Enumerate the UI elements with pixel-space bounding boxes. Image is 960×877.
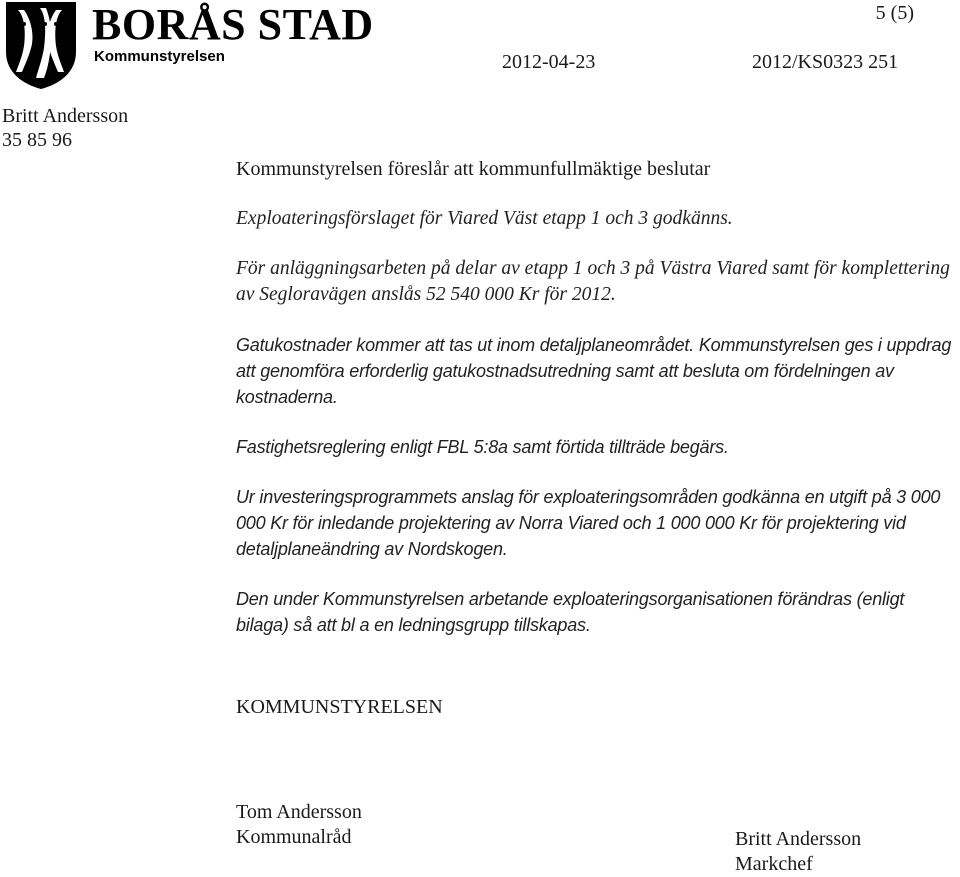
page-number: 5 (5) [875,2,914,24]
committee-name: KOMMUNSTYRELSEN [236,696,443,718]
signatory-name: Tom Andersson [236,801,362,823]
decision-paragraph: Fastighetsreglering enligt FBL 5:8a samt förtida tillträde begärs. [236,437,729,457]
document-date: 2012-04-23 [502,51,596,73]
decision-paragraph: Gatukostnader kommer att tas ut inom detaljplaneområdet. Kommunstyrelsen ges i uppdrag att genomföra erforderlig gatukostnadsutredning samt att besluta om fördelningen av kostnaderna. [236,335,952,407]
signatory-name: Britt Andersson [735,828,862,850]
org-unit: Kommunstyrelsen [94,48,225,65]
decision-paragraph: Den under Kommunstyrelsen arbetande exploateringsorganisationen förändras (enligt bilaga) så att bl a en ledningsgrupp tillskapas. [236,589,905,635]
author-phone: 35 85 96 [2,129,72,151]
signatory-title: Markchef [735,853,813,875]
author-block [2,104,128,152]
boras-coat-of-arms-logo [4,0,78,90]
org-name: BORÅS STAD [92,0,374,49]
decision-paragraph: Ur investeringsprogrammets anslag för exploateringsområden godkänna en utgift på 3 000 000 Kr för inledande projektering av Norra Viared och 1 000 000 Kr för projektering vid detaljplaneändring av Nordskogen. [236,487,941,559]
document-body [236,156,960,662]
proposal-heading: Kommunstyrelsen föreslår att kommunfullmäktige beslutar [236,158,711,180]
signature-left [236,800,362,850]
author-name: Britt Andersson [2,105,129,127]
decision-paragraph: Exploateringsförslaget för Viared Väst etapp 1 och 3 godkänns. [236,208,733,229]
signatory-title: Kommunalråd [236,826,352,848]
reference-number: 2012/KS0323 251 [752,51,899,73]
decision-paragraph: För anläggningsarbeten på delar av etapp 1 och 3 på Västra Viared samt för komplettering av Segloravägen anslås 52 540 000 Kr för 2012. [236,258,950,305]
signature-right [735,827,861,877]
